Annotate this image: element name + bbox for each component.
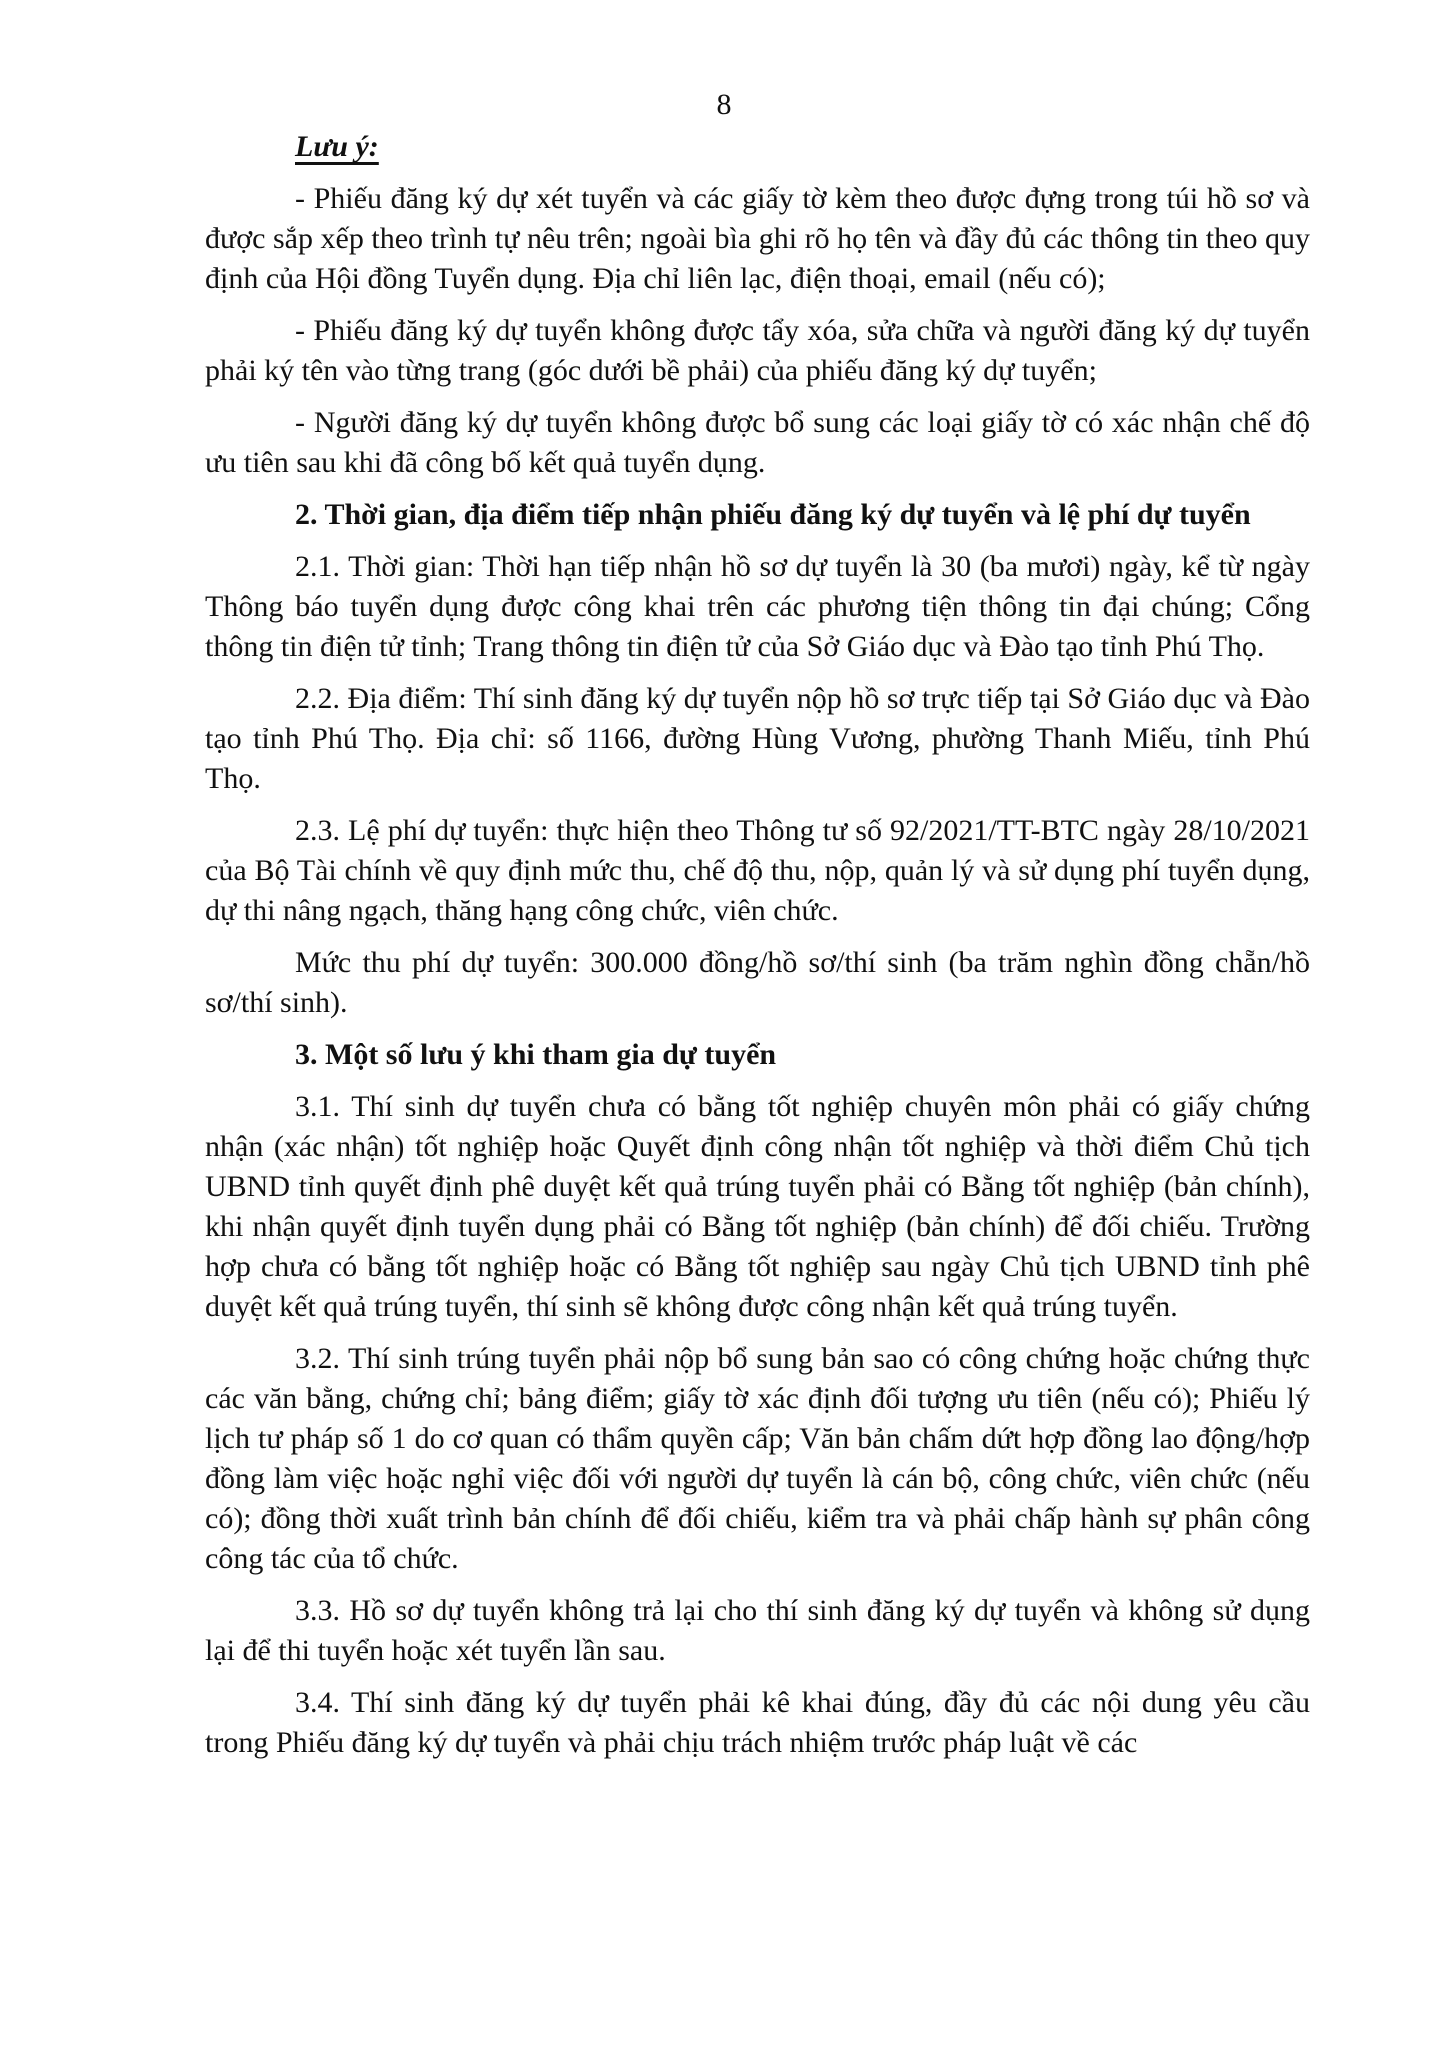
paragraph-3-3: 3.3. Hồ sơ dự tuyển không trả lại cho thí sinh đăng ký dự tuyển và không sử dụng lại để thi tuyển hoặc xét tuyển lần sau. [205,1594,1310,1667]
paragraph-2-1: 2.1. Thời gian: Thời hạn tiếp nhận hồ sơ dự tuyển là 30 (ba mươi) ngày, kể từ ngày Thông báo tuyển dụng được công khai trên các phương tiện thông tin đại chúng; Cổng thông tin điện tử tỉnh; Trang thông tin điện tử của Sở Giáo dục và Đào tạo tỉnh Phú Thọ. [205,550,1310,663]
paragraph-2-3: 2.3. Lệ phí dự tuyển: thực hiện theo Thông tư số 92/2021/TT-BTC ngày 28/10/2021 của Bộ Tài chính về quy định mức thu, chế độ thu, nộp, quản lý và sử dụng phí tuyển dụng, dự thi nâng ngạch, thăng hạng công chức, viên chức. [205,814,1310,927]
paragraph-3-2: 3.2. Thí sinh trúng tuyển phải nộp bổ sung bản sao có công chứng hoặc chứng thực các văn bằng, chứng chỉ; bảng điểm; giấy tờ xác định đối tượng ưu tiên (nếu có); Phiếu lý lịch tư pháp số 1 do cơ quan có thẩm quyền cấp; Văn bản chấm dứt hợp đồng lao động/hợp đồng làm việc hoặc nghỉ việc đối với người dự tuyển là cán bộ, công chức, viên chức (nếu có); đồng thời xuất trình bản chính để đối chiếu, kiểm tra và phải chấp hành sự phân công công tác của tổ chức. [205,1342,1310,1575]
paragraph-3-4: 3.4. Thí sinh đăng ký dự tuyển phải kê khai đúng, đầy đủ các nội dung yêu cầu trong Phiếu đăng ký dự tuyển và phải chịu trách nhiệm trước pháp luật về các [205,1686,1310,1759]
paragraph-3-1: 3.1. Thí sinh dự tuyển chưa có bằng tốt nghiệp chuyên môn phải có giấy chứng nhận (xác nhận) tốt nghiệp hoặc Quyết định công nhận tốt nghiệp và thời điểm Chủ tịch UBND tỉnh quyết định phê duyệt kết quả trúng tuyển phải có Bằng tốt nghiệp (bản chính), khi nhận quyết định tuyển dụng phải có Bằng tốt nghiệp (bản chính) để đối chiếu. Trường hợp chưa có bằng tốt nghiệp hoặc có Bằng tốt nghiệp sau ngày Chủ tịch UBND tỉnh phê duyệt kết quả trúng tuyển, thí sinh sẽ không được công nhận kết quả trúng tuyển. [205,1090,1310,1323]
note-heading: Lưu ý: [295,130,379,163]
page-number: 8 [716,88,732,121]
note-item-2: - Phiếu đăng ký dự tuyển không được tẩy xóa, sửa chữa và người đăng ký dự tuyển phải ký tên vào từng trang (góc dưới bề phải) của phiếu đăng ký dự tuyển; [205,314,1310,387]
paragraph-fee-amount: Mức thu phí dự tuyển: 300.000 đồng/hồ sơ/thí sinh (ba trăm nghìn đồng chẵn/hồ sơ/thí sinh). [205,946,1310,1019]
note-item-1: - Phiếu đăng ký dự xét tuyển và các giấy tờ kèm theo được đựng trong túi hồ sơ và được sắp xếp theo trình tự nêu trên; ngoài bìa ghi rõ họ tên và đầy đủ các thông tin theo quy định của Hội đồng Tuyển dụng. Địa chỉ liên lạc, điện thoại, email (nếu có); [205,182,1310,295]
paragraph-2-2: 2.2. Địa điểm: Thí sinh đăng ký dự tuyển nộp hồ sơ trực tiếp tại Sở Giáo dục và Đào tạo tỉnh Phú Thọ. Địa chỉ: số 1166, đường Hùng Vương, phường Thanh Miếu, tỉnh Phú Thọ. [205,682,1310,795]
section-2-heading: 2. Thời gian, địa điểm tiếp nhận phiếu đăng ký dự tuyển và lệ phí dự tuyển [295,498,1251,531]
note-item-3: - Người đăng ký dự tuyển không được bổ sung các loại giấy tờ có xác nhận chế độ ưu tiên sau khi đã công bố kết quả tuyển dụng. [205,406,1310,479]
document-body [205,127,1310,1763]
section-3-heading: 3. Một số lưu ý khi tham gia dự tuyển [295,1038,777,1071]
